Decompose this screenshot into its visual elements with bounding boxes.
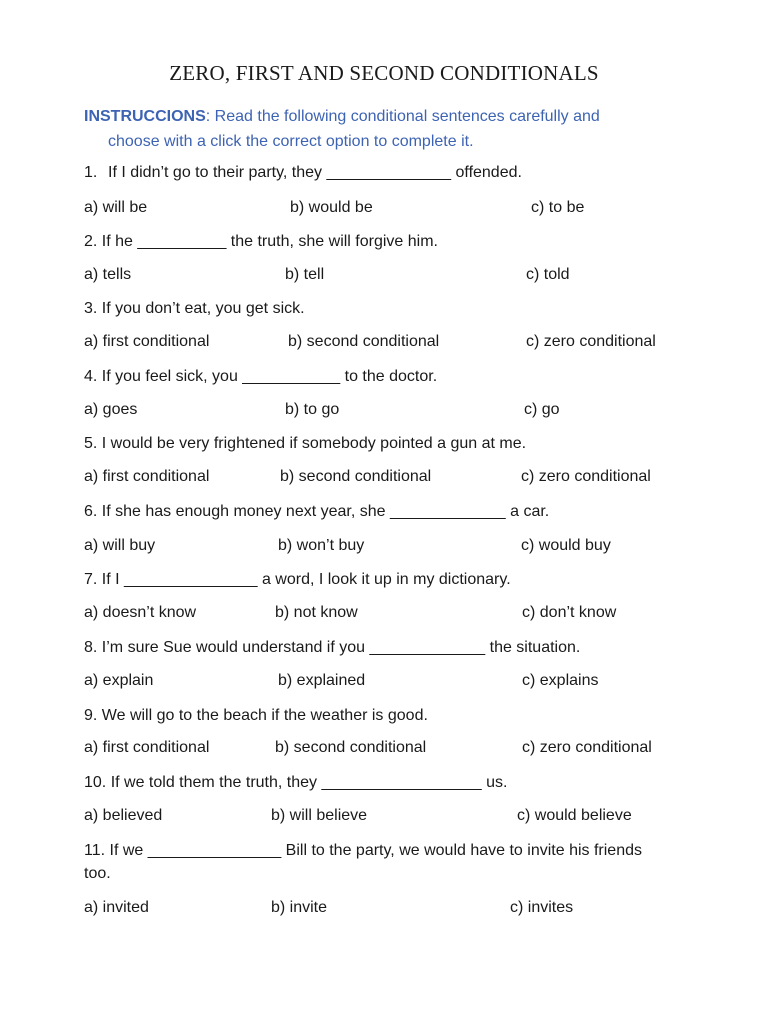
question-2-option-b[interactable]: b) tell <box>285 266 325 283</box>
question-2-option-a[interactable]: a) tells <box>84 266 132 283</box>
question-10-option-a[interactable]: a) believed <box>84 807 163 824</box>
question-8: 8. I’m sure Sue would understand if you _____________ the situation. <box>84 639 581 656</box>
question-3-option-a[interactable]: a) first conditional <box>84 333 210 350</box>
question-11: 11. If we _______________ Bill to the party, we would have to invite his friends too. <box>84 842 642 882</box>
question-3: 3. If you don’t eat, you get sick. <box>84 300 305 317</box>
question-1-option-b[interactable]: b) would be <box>290 199 373 216</box>
instructions <box>84 104 684 154</box>
question-5: 5. I would be very frightened if somebody pointed a gun at me. <box>84 435 527 452</box>
instructions-line-1: : Read the following conditional sentences carefully and <box>205 108 600 125</box>
question-1-option-c[interactable]: c) to be <box>531 199 585 216</box>
question-6: 6. If she has enough money next year, she _____________ a car. <box>84 503 550 520</box>
question-1-number: 1. <box>84 164 98 181</box>
question-2-option-c[interactable]: c) told <box>526 266 570 283</box>
instructions-line-2: choose with a click the correct option to complete it. <box>108 133 474 150</box>
question-6-option-a[interactable]: a) will buy <box>84 537 156 554</box>
question-7-option-a[interactable]: a) doesn’t know <box>84 604 197 621</box>
question-8-option-b[interactable]: b) explained <box>278 672 366 689</box>
question-11-option-a[interactable]: a) invited <box>84 899 149 916</box>
question-5-option-c[interactable]: c) zero conditional <box>521 468 651 485</box>
question-10-option-c[interactable]: c) would believe <box>517 807 632 824</box>
question-4-option-c[interactable]: c) go <box>524 401 560 418</box>
question-10-option-b[interactable]: b) will believe <box>271 807 368 824</box>
question-5-option-a[interactable]: a) first conditional <box>84 468 210 485</box>
question-9: 9. We will go to the beach if the weather is good. <box>84 707 428 724</box>
question-3-option-b[interactable]: b) second conditional <box>288 333 440 350</box>
question-6-option-b[interactable]: b) won’t buy <box>278 537 365 554</box>
question-10: 10. If we told them the truth, they __________________ us. <box>84 774 508 791</box>
question-8-option-a[interactable]: a) explain <box>84 672 154 689</box>
question-11-option-b[interactable]: b) invite <box>271 899 328 916</box>
question-4-option-b[interactable]: b) to go <box>285 401 340 418</box>
question-1-option-a[interactable]: a) will be <box>84 199 148 216</box>
instructions-label: INSTRUCCIONS <box>84 108 206 125</box>
question-7: 7. If I _______________ a word, I look it up in my dictionary. <box>84 571 511 588</box>
question-1 <box>84 161 684 184</box>
question-5-option-b[interactable]: b) second conditional <box>280 468 432 485</box>
question-8-option-c[interactable]: c) explains <box>522 672 599 689</box>
question-9-option-b[interactable]: b) second conditional <box>275 739 427 756</box>
question-9-option-a[interactable]: a) first conditional <box>84 739 210 756</box>
question-1-text: If I didn’t go to their party, they ______________ offended. <box>108 164 522 181</box>
question-4: 4. If you feel sick, you ___________ to the doctor. <box>84 368 438 385</box>
question-2: 2. If he __________ the truth, she will forgive him. <box>84 233 438 250</box>
question-6-option-c[interactable]: c) would buy <box>521 537 611 554</box>
page-title: ZERO, FIRST AND SECOND CONDITIONALS <box>169 61 599 85</box>
question-7-option-b[interactable]: b) not know <box>275 604 358 621</box>
question-9-option-c[interactable]: c) zero conditional <box>522 739 652 756</box>
question-11-option-c[interactable]: c) invites <box>510 899 574 916</box>
question-7-option-c[interactable]: c) don’t know <box>522 604 617 621</box>
question-3-option-c[interactable]: c) zero conditional <box>526 333 656 350</box>
question-4-option-a[interactable]: a) goes <box>84 401 138 418</box>
